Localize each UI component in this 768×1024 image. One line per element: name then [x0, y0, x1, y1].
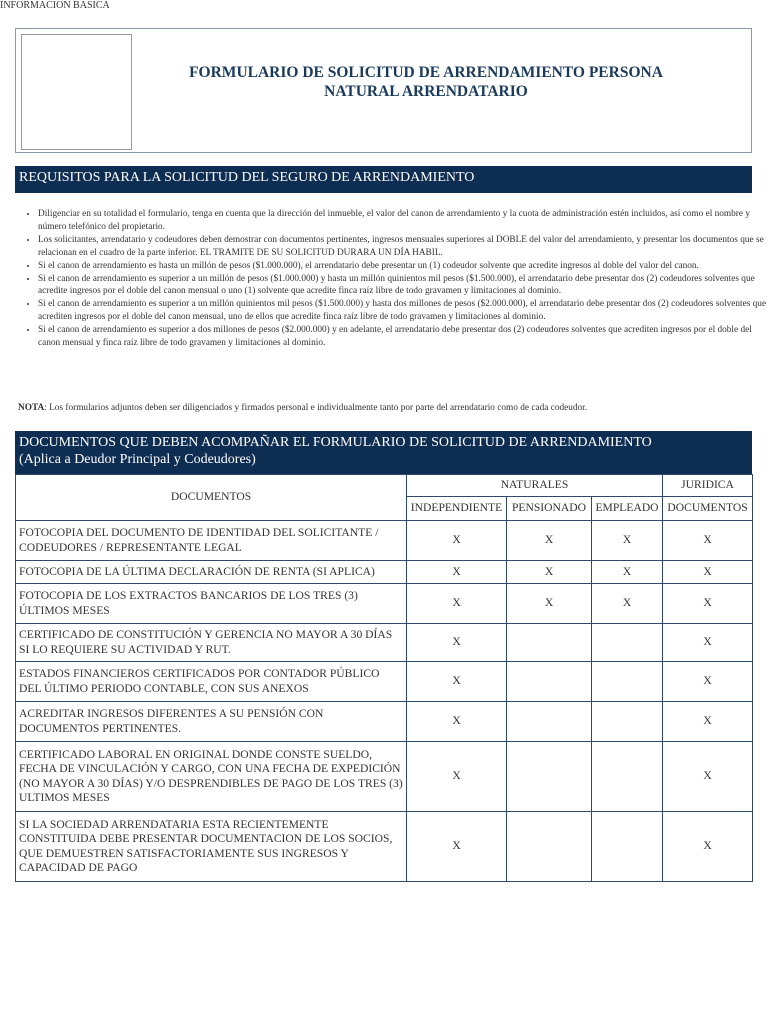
mark-juridica: X [663, 521, 753, 561]
mark-empleado [592, 624, 663, 662]
doc-name: ACREDITAR INGRESOS DIFERENTES A SU PENSIÓN CON DOCUMENTOS PERTINENTES. [16, 702, 407, 742]
mark-independiente: X [407, 702, 507, 742]
doc-name: FOTOCOPIA DEL DOCUMENTO DE IDENTIDAD DEL SOLICITANTE / CODEUDORES / REPRESENTANTE LEGAL [16, 521, 407, 561]
group-juridica: JURIDICA [663, 475, 753, 497]
table-row [16, 624, 753, 662]
doc-name: FOTOCOPIA DE LA ÚLTIMA DECLARACIÓN DE RENTA (SI APLICA) [16, 561, 407, 584]
mark-juridica: X [663, 584, 753, 624]
top-label: INFORMACION BASICA [0, 0, 110, 11]
table-row [16, 521, 753, 561]
mark-pensionado: X [507, 521, 592, 561]
mark-pensionado [507, 702, 592, 742]
documents-table [15, 474, 753, 882]
table-row [16, 584, 753, 624]
col-independiente: INDEPENDIENTE [407, 497, 507, 521]
mark-empleado [592, 702, 663, 742]
form-header [15, 28, 752, 153]
documents-heading [15, 431, 752, 474]
doc-name: ESTADOS FINANCIEROS CERTIFICADOS POR CONTADOR PÚBLICO DEL ÚLTIMO PERIODO CONTABLE, CON SUS ANEXOS [16, 662, 407, 702]
mark-juridica: X [663, 812, 753, 882]
doc-name: CERTIFICADO DE CONSTITUCIÓN Y GERENCIA NO MAYOR A 30 DÍAS SI LO REQUIERE SU ACTIVIDAD Y RUT. [16, 624, 407, 662]
mark-empleado: X [592, 584, 663, 624]
requirement-item: • Si el canon de arrendamiento es superior a un millón quinientos mil pesos ($1.500.000) y hasta dos millones de pesos ($2.000.000), el arrendatario debe presentar dos (2) codeudores solventes que acrediten ingresos por el doble del canon mensual, uno de ellos que acredite finca raíz libre de todo gravamen y limitaciones al dominio. [38, 298, 768, 324]
requirement-item: • Si el canon de arrendamiento es superior a dos millones de pesos ($2.000.000) y en adelante, el arrendatario debe presentar dos (2) codeudores solventes que acrediten ingresos por el doble del canon mensual y finca raíz libre de todo gravamen y limitaciones al dominio. [38, 324, 768, 350]
mark-juridica: X [663, 702, 753, 742]
requirement-item: • Si el canon de arrendamiento es superior a un millón de pesos ($1.000.000) y hasta un millón quinientos mil pesos ($1.500.000), el arrendatario debe presentar dos (2) codeudores solventes que acredite ingresos por el doble del canon mensual o uno (1) solvente que acredite finca raíz libre de todo gravamen y limitaciones al dominio. [38, 273, 768, 299]
col-empleado: EMPLEADO [592, 497, 663, 521]
form-title-line-2: NATURAL ARRENDATARIO [324, 83, 528, 100]
table-row [16, 702, 753, 742]
mark-pensionado: X [507, 561, 592, 584]
mark-empleado [592, 812, 663, 882]
col-pensionado: PENSIONADO [507, 497, 592, 521]
mark-juridica: X [663, 662, 753, 702]
mark-pensionado [507, 624, 592, 662]
documents-heading-line-1: DOCUMENTOS QUE DEBEN ACOMPAÑAR EL FORMULARIO DE SOLICITUD DE ARRENDAMIENTO [19, 435, 652, 450]
documents-heading-line-2: (Aplica a Deudor Principal y Codeudores) [19, 452, 256, 467]
mark-independiente: X [407, 742, 507, 812]
table-row [16, 561, 753, 584]
table-row [16, 742, 753, 812]
mark-empleado [592, 742, 663, 812]
mark-pensionado [507, 662, 592, 702]
mark-independiente: X [407, 812, 507, 882]
mark-juridica: X [663, 624, 753, 662]
mark-independiente: X [407, 662, 507, 702]
mark-independiente: X [407, 624, 507, 662]
nota [18, 403, 758, 413]
table-row [16, 662, 753, 702]
mark-pensionado [507, 812, 592, 882]
requirements-heading: REQUISITOS PARA LA SOLICITUD DEL SEGURO DE ARRENDAMIENTO [15, 166, 752, 193]
table-row [16, 812, 753, 882]
doc-name: SI LA SOCIEDAD ARRENDATARIA ESTA RECIENTEMENTE CONSTITUIDA DEBE PRESENTAR DOCUMENTACION DE LOS SOCIOS, QUE DEMUESTREN SATISFACTORIAMENTE SUS INGRESOS Y CAPACIDAD DE PAGO [16, 812, 407, 882]
mark-independiente: X [407, 521, 507, 561]
group-naturales: NATURALES [407, 475, 663, 497]
form-title-line-1: FORMULARIO DE SOLICITUD DE ARRENDAMIENTO PERSONA [189, 64, 663, 81]
requirement-item: • Los solicitantes, arrendatario y codeudores deben demostrar con documentos pertinentes, ingresos mensuales superiores al DOBLE del valor del arrendamiento, y presentar los documentos que se relacionan en el cuadro de la parte inferior. EL TRAMITE DE SU SOLICITUD DURARA UN DÍA HABIL. [38, 234, 768, 260]
col-juridica-documentos: DOCUMENTOS [663, 497, 753, 521]
mark-empleado [592, 662, 663, 702]
doc-name: FOTOCOPIA DE LOS EXTRACTOS BANCARIOS DE LOS TRES (3) ÚLTIMOS MESES [16, 584, 407, 624]
mark-juridica: X [663, 561, 753, 584]
mark-juridica: X [663, 742, 753, 812]
mark-independiente: X [407, 561, 507, 584]
mark-independiente: X [407, 584, 507, 624]
requirement-item: • Si el canon de arrendamiento es hasta un millón de pesos ($1.000.000), el arrendatario debe presentar un (1) codeudor solvente que acredite ingresos al doble del valor del canon. [38, 260, 768, 273]
col-documentos: DOCUMENTOS [16, 475, 407, 521]
requirements-list [20, 208, 768, 350]
nota-label: NOTA [18, 403, 45, 413]
form-title [141, 63, 711, 101]
doc-name: CERTIFICADO LABORAL EN ORIGINAL DONDE CONSTE SUELDO, FECHA DE VINCULACIÓN Y CARGO, CON UNA FECHA DE EXPEDICIÓN (NO MAYOR A 30 DÍAS) Y/O DESPRENDIBLES DE PAGO DE LOS TRES (3) ULTIMOS MESES [16, 742, 407, 812]
nota-text: : Los formularios adjuntos deben ser diligenciados y firmados personal e individualmente tanto por parte del arrendatario como de cada codeudor. [44, 403, 588, 413]
logo-placeholder [21, 34, 132, 150]
requirement-item: • Diligenciar en su totalidad el formulario, tenga en cuenta que la dirección del inmueble, el valor del canon de arrendamiento y la cuota de administración estén incluidos, así como el nombre y número telefónico del propietario. [38, 208, 768, 234]
mark-pensionado [507, 742, 592, 812]
mark-empleado: X [592, 521, 663, 561]
mark-pensionado: X [507, 584, 592, 624]
mark-empleado: X [592, 561, 663, 584]
